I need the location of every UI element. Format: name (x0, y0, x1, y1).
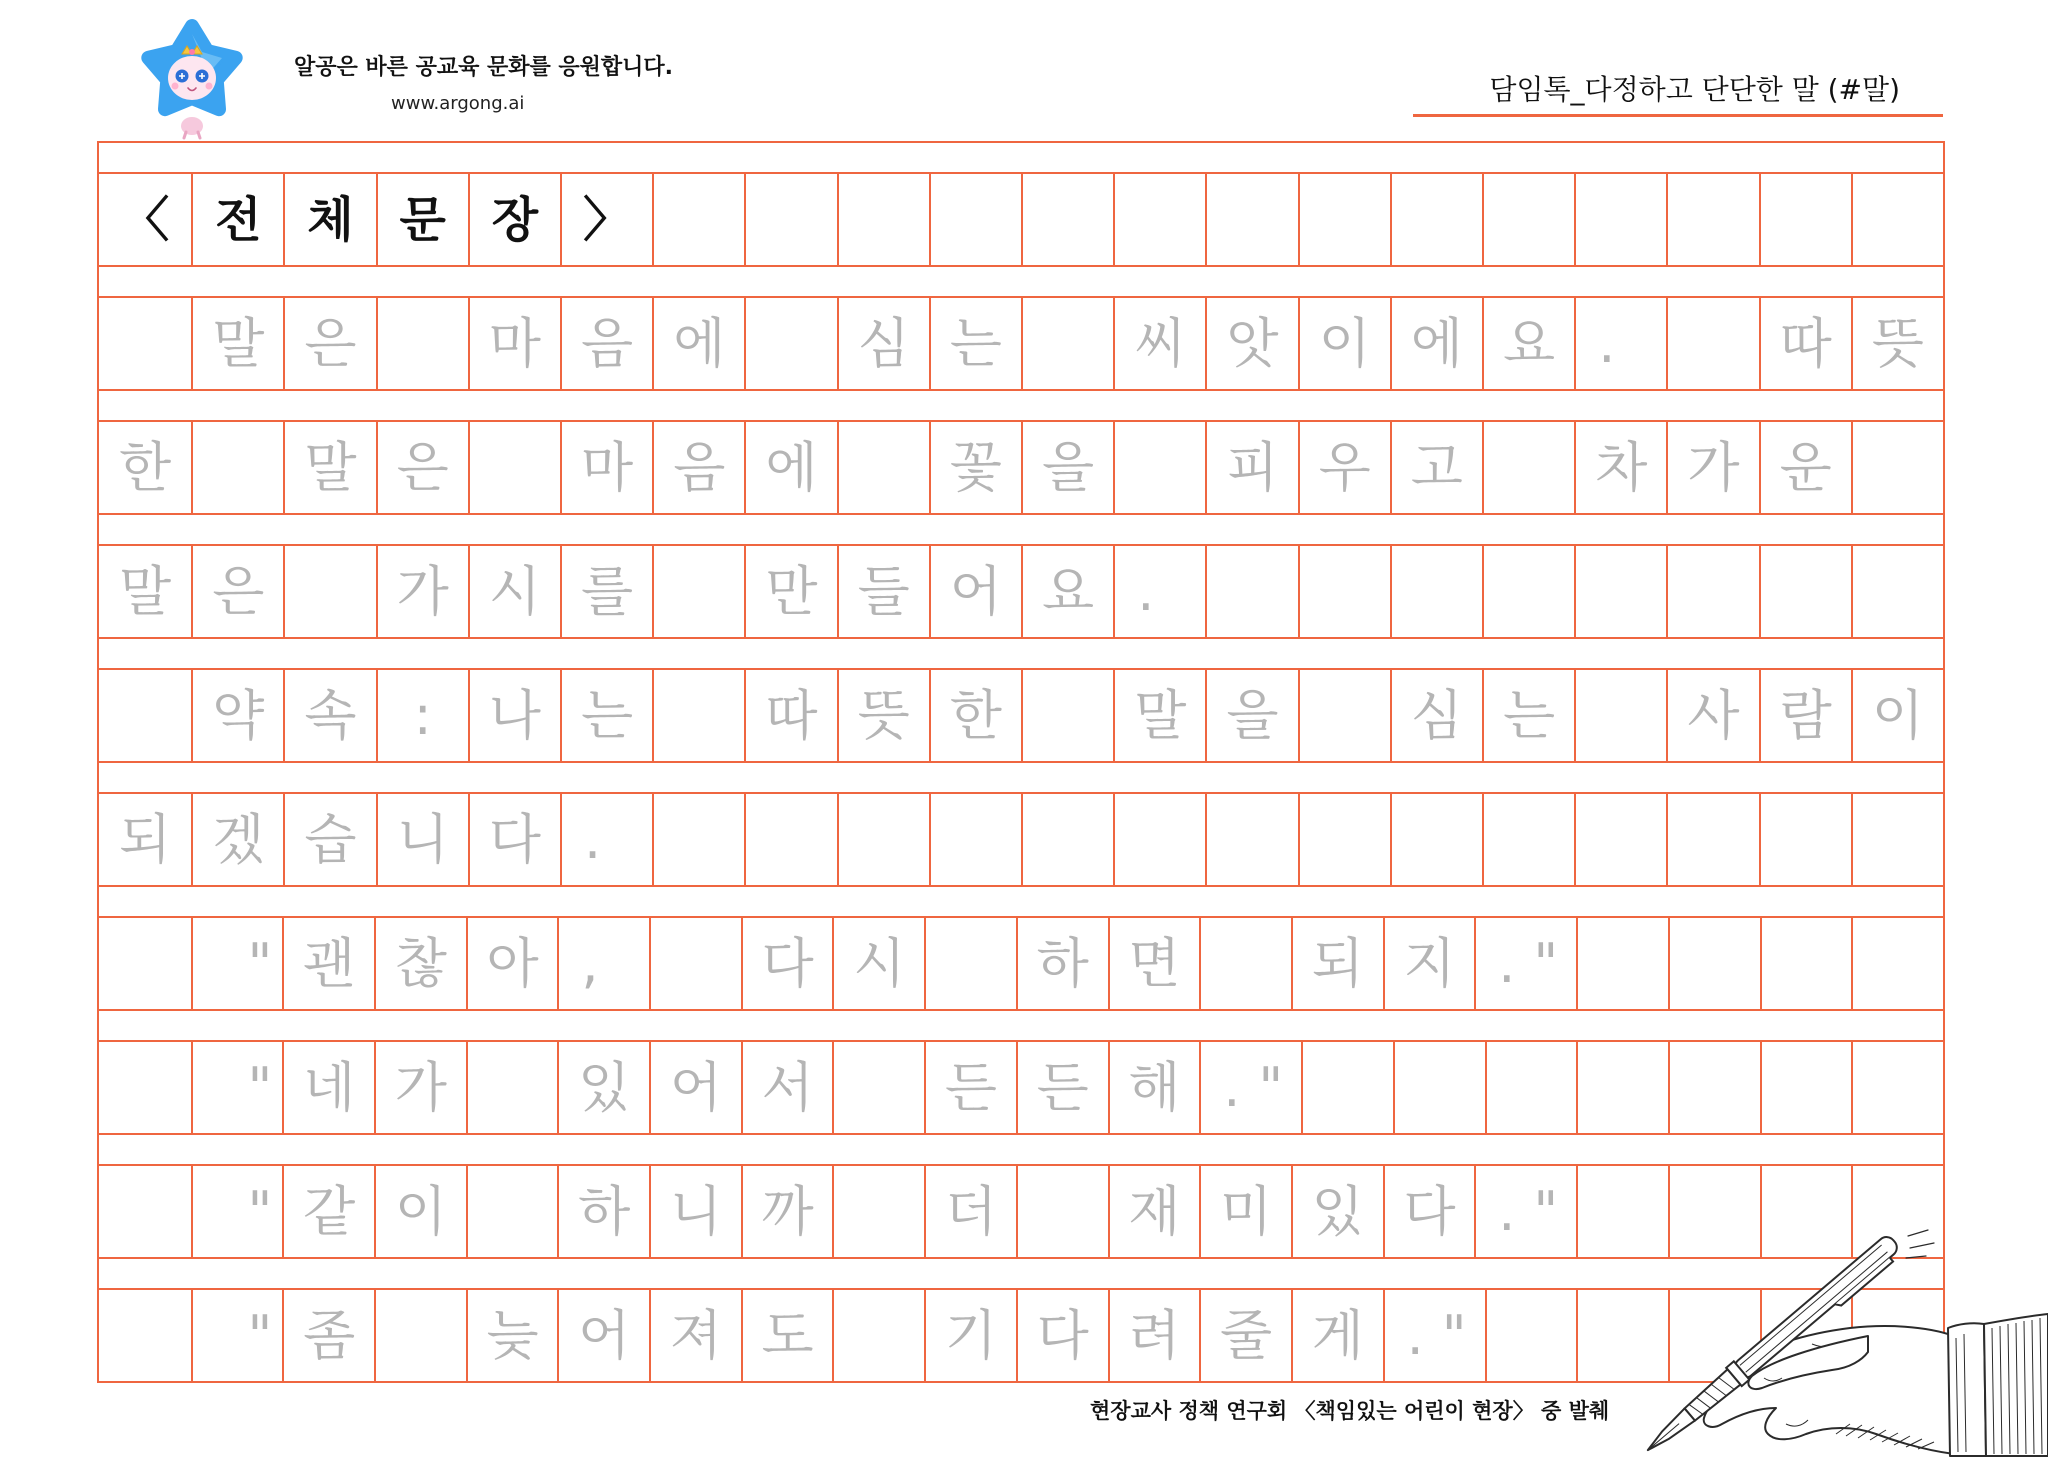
practice-cell: 요 (1482, 298, 1574, 389)
practice-cell: 하 (557, 1166, 649, 1257)
practice-cell: 을 (1021, 422, 1113, 513)
practice-cell: 앗 (1205, 298, 1297, 389)
practice-cell (744, 298, 836, 389)
practice-cell (652, 670, 744, 761)
practice-cell: 뜻 (1851, 298, 1943, 389)
practice-cell: 에 (652, 298, 744, 389)
practice-cell (1482, 794, 1574, 885)
practice-cell: 이 (374, 1166, 466, 1257)
practice-cell (1668, 1042, 1760, 1133)
practice-cell: 어 (929, 546, 1021, 637)
practice-cell: ." (1383, 1290, 1485, 1381)
practice-cell (1666, 546, 1758, 637)
practice-cell: 게 (1291, 1290, 1383, 1381)
practice-cell (1113, 422, 1205, 513)
title-cell (1205, 174, 1297, 265)
practice-cell: 재 (1108, 1166, 1200, 1257)
practice-cell (1666, 298, 1758, 389)
practice-cell (1298, 670, 1390, 761)
practice-cell (1851, 546, 1943, 637)
practice-cell: 니 (649, 1166, 741, 1257)
practice-cell (1482, 422, 1574, 513)
practice-cell: 을 (1205, 670, 1297, 761)
practice-cell (1851, 794, 1943, 885)
hand-writing-illustration (1636, 1228, 2048, 1456)
practice-cell: 피 (1205, 422, 1297, 513)
practice-cell (1485, 1290, 1577, 1381)
practice-cell (744, 794, 836, 885)
practice-cell: 는 (1482, 670, 1574, 761)
title-cell (1021, 174, 1113, 265)
practice-cell (837, 422, 929, 513)
practice-cell (1298, 546, 1390, 637)
practice-cell: 려 (1108, 1290, 1200, 1381)
practice-cell: 시 (832, 918, 924, 1009)
practice-cell: 은 (283, 298, 375, 389)
practice-cell (1482, 546, 1574, 637)
practice-cell: 를 (560, 546, 652, 637)
practice-cell: 심 (837, 298, 929, 389)
practice-cell (1574, 546, 1666, 637)
practice-cell: 요 (1021, 546, 1113, 637)
practice-cell: 음 (652, 422, 744, 513)
practice-cell (191, 422, 283, 513)
row-spacer (99, 887, 1943, 916)
practice-cell: 아 (466, 918, 558, 1009)
practice-cell (283, 546, 375, 637)
practice-cell: 은 (376, 422, 468, 513)
practice-cell: " (191, 918, 283, 1009)
practice-cell: 한 (929, 670, 1021, 761)
practice-cell (1668, 918, 1760, 1009)
practice-cell (649, 918, 741, 1009)
practice-cell (1021, 670, 1113, 761)
row-spacer (99, 1135, 1943, 1164)
practice-cell: " (191, 1290, 283, 1381)
practice-cell: 지 (1383, 918, 1475, 1009)
slogan-text: 알공은 바른 공교육 문화를 응원합니다. (294, 55, 674, 80)
practice-cell: 해 (1108, 1042, 1200, 1133)
practice-cell: 있 (557, 1042, 649, 1133)
practice-cell: 들 (837, 546, 929, 637)
practice-cell: 시 (468, 546, 560, 637)
practice-cell (1851, 918, 1943, 1009)
row-spacer (99, 143, 1943, 172)
title-cell: 전 (191, 174, 283, 265)
practice-cell (1021, 298, 1113, 389)
worksheet-title: 담임톡_다정하고 단단한 말 (#말) (1489, 73, 1900, 106)
practice-cell (99, 918, 191, 1009)
practice-cell: 더 (924, 1166, 1016, 1257)
source-citation: 현장교사 정책 연구회 〈책임있는 어린이 현장〉 중 발췌 (1090, 1399, 1610, 1423)
practice-cell: 어 (649, 1042, 741, 1133)
practice-cell: 다 (468, 794, 560, 885)
practice-cell (652, 546, 744, 637)
practice-cell: 미 (1199, 1166, 1291, 1257)
practice-cell: 에 (1390, 298, 1482, 389)
practice-cell: 서 (741, 1042, 833, 1133)
practice-cell: 말 (191, 298, 283, 389)
practice-cell: 는 (560, 670, 652, 761)
practice-cell (1298, 794, 1390, 885)
title-cell: 문 (376, 174, 468, 265)
practice-cell (1576, 918, 1668, 1009)
practice-cell (1759, 546, 1851, 637)
practice-cell: 사 (1666, 670, 1758, 761)
practice-cell: 은 (191, 546, 283, 637)
practice-cell (99, 670, 191, 761)
argong-mascot-logo (134, 8, 250, 140)
title-cell (837, 174, 929, 265)
practice-cell (468, 422, 560, 513)
practice-cell: 다 (1383, 1166, 1475, 1257)
practice-cell: 가 (376, 546, 468, 637)
practice-cell: 뜻 (837, 670, 929, 761)
practice-cell (466, 1166, 558, 1257)
row-spacer (99, 515, 1943, 544)
practice-cell: 한 (119, 435, 172, 499)
practice-cell: 속 (283, 670, 375, 761)
practice-cell: 든 (1016, 1042, 1108, 1133)
title-cell: 장 (468, 174, 560, 265)
practice-cell: 약 (191, 670, 283, 761)
title-cell: 체 (283, 174, 375, 265)
row-spacer (99, 1011, 1943, 1040)
practice-cell (837, 794, 929, 885)
title-cell (1482, 174, 1574, 265)
practice-cell (1016, 1166, 1108, 1257)
practice-cell (1301, 1042, 1393, 1133)
practice-cell (1113, 794, 1205, 885)
practice-cell: : (376, 670, 468, 761)
title-row (99, 172, 1943, 267)
title-cell (1666, 174, 1758, 265)
practice-row (99, 420, 1943, 515)
practice-cell (1851, 1042, 1943, 1133)
practice-cell: 늦 (466, 1290, 558, 1381)
hand-holding-pen-icon (1636, 1228, 2048, 1456)
shirt-cuff (1948, 1323, 1986, 1456)
practice-cell (99, 298, 191, 389)
practice-cell: 면 (1108, 918, 1200, 1009)
practice-cell: 있 (1291, 1166, 1383, 1257)
practice-cell (99, 1290, 191, 1381)
practice-cell: 까 (741, 1166, 833, 1257)
row-spacer (99, 639, 1943, 668)
practice-cell (832, 1290, 924, 1381)
practice-cell: 찮 (374, 918, 466, 1009)
practice-cell: 가 (1666, 422, 1758, 513)
practice-cell (1390, 546, 1482, 637)
practice-cell: 말 (1113, 670, 1205, 761)
practice-cell (1205, 546, 1297, 637)
practice-cell: 져 (649, 1290, 741, 1381)
practice-cell (1205, 794, 1297, 885)
practice-cell: 도 (741, 1290, 833, 1381)
writing-grid (97, 141, 1945, 1383)
practice-cell: 다 (741, 918, 833, 1009)
practice-cell (1021, 794, 1113, 885)
practice-cell: 좀 (282, 1290, 374, 1381)
practice-cell (1199, 918, 1291, 1009)
practice-cell: 이 (1298, 298, 1390, 389)
title-underline (1413, 114, 1943, 117)
practice-row (99, 792, 1943, 887)
title-cell (1574, 174, 1666, 265)
practice-cell: 되 (119, 807, 172, 871)
practice-row (99, 668, 1943, 763)
practice-cell (1576, 1042, 1668, 1133)
practice-cell: 같 (282, 1166, 374, 1257)
practice-cell: 기 (924, 1290, 1016, 1381)
practice-row (99, 916, 1943, 1011)
title-cell (1759, 174, 1851, 265)
practice-cell: . (560, 794, 652, 885)
practice-cell: 심 (1390, 670, 1482, 761)
row-spacer (99, 391, 1943, 420)
practice-row (99, 1040, 1943, 1135)
title-cell (1298, 174, 1390, 265)
practice-cell: " (191, 1166, 283, 1257)
practice-cell: 네 (282, 1042, 374, 1133)
title-cell (1113, 174, 1205, 265)
practice-cell: 줄 (1199, 1290, 1291, 1381)
practice-cell: 에 (744, 422, 836, 513)
practice-cell: 니 (376, 794, 468, 885)
practice-cell: 차 (1574, 422, 1666, 513)
practice-cell: , (557, 918, 649, 1009)
practice-cell (1390, 794, 1482, 885)
practice-cell: 말 (283, 422, 375, 513)
practice-cell (1760, 1042, 1852, 1133)
title-cell (1851, 174, 1943, 265)
practice-cell: 씨 (1113, 298, 1205, 389)
practice-cell: 운 (1759, 422, 1851, 513)
practice-cell: 든 (924, 1042, 1016, 1133)
title-cell (652, 174, 744, 265)
practice-cell: 따 (744, 670, 836, 761)
practice-cell (1760, 918, 1852, 1009)
practice-cell: 마 (560, 422, 652, 513)
practice-cell: 하 (1016, 918, 1108, 1009)
practice-cell: . (1574, 298, 1666, 389)
practice-cell (376, 298, 468, 389)
practice-cell (1574, 794, 1666, 885)
title-cell (1390, 174, 1482, 265)
practice-cell: 가 (374, 1042, 466, 1133)
practice-cell: 습 (283, 794, 375, 885)
title-cell: 〉 (560, 174, 652, 265)
practice-row (99, 296, 1943, 391)
row-spacer (99, 267, 1943, 296)
practice-cell: 음 (560, 298, 652, 389)
title-cell: 〈 (121, 191, 170, 248)
practice-cell (99, 1166, 191, 1257)
practice-cell (466, 1042, 558, 1133)
practice-cell (1574, 670, 1666, 761)
practice-cell (1666, 794, 1758, 885)
practice-cell (1759, 794, 1851, 885)
practice-cell (1485, 1042, 1577, 1133)
practice-cell: ." (1474, 918, 1576, 1009)
practice-cell (832, 1166, 924, 1257)
practice-cell: 마 (468, 298, 560, 389)
practice-cell: 따 (1759, 298, 1851, 389)
website-url: www.argong.ai (391, 93, 525, 114)
practice-cell: 되 (1291, 918, 1383, 1009)
title-cell (744, 174, 836, 265)
practice-cell: 말 (119, 559, 172, 623)
practice-cell: . (1113, 546, 1205, 637)
practice-cell (924, 918, 1016, 1009)
practice-cell: 어 (557, 1290, 649, 1381)
practice-cell: 이 (1851, 670, 1943, 761)
row-spacer (99, 763, 1943, 792)
practice-cell: 꽃 (929, 422, 1021, 513)
practice-cell (1393, 1042, 1485, 1133)
practice-cell: ." (1474, 1166, 1576, 1257)
practice-cell: 나 (468, 670, 560, 761)
practice-row (99, 544, 1943, 639)
practice-cell (99, 1042, 191, 1133)
practice-cell: 괜 (282, 918, 374, 1009)
practice-cell: 겠 (191, 794, 283, 885)
practice-cell: 는 (929, 298, 1021, 389)
title-cell (929, 174, 1021, 265)
practice-cell: " (191, 1042, 283, 1133)
practice-cell (832, 1042, 924, 1133)
star-mascot-icon (134, 8, 250, 140)
practice-cell (1851, 422, 1943, 513)
practice-cell: ." (1199, 1042, 1301, 1133)
practice-cell: 람 (1759, 670, 1851, 761)
practice-cell: 만 (744, 546, 836, 637)
practice-cell: 고 (1390, 422, 1482, 513)
practice-cell: 우 (1298, 422, 1390, 513)
practice-cell: 다 (1016, 1290, 1108, 1381)
practice-cell (374, 1290, 466, 1381)
practice-cell (652, 794, 744, 885)
practice-cell (929, 794, 1021, 885)
